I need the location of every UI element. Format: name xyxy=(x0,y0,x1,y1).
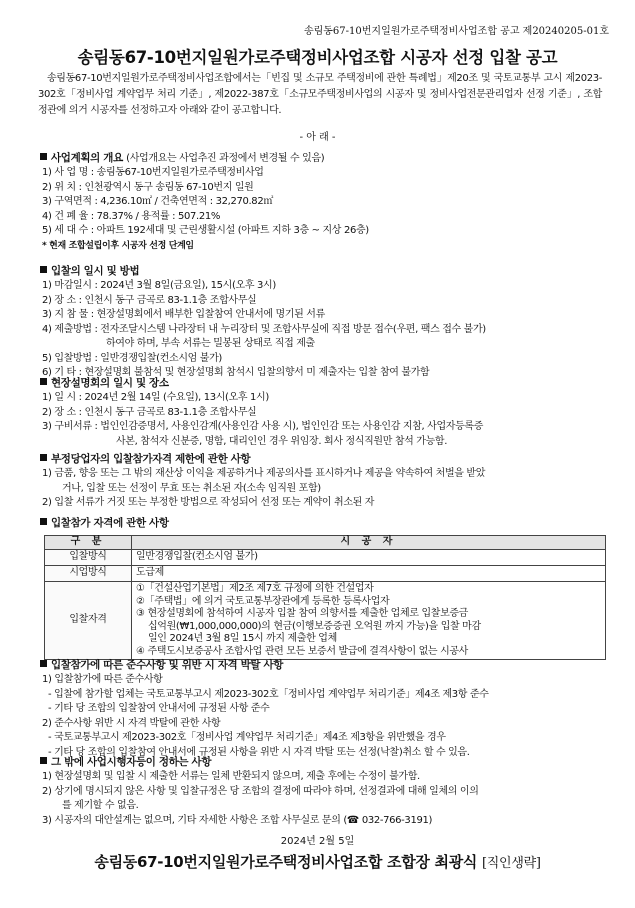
square-bullet-icon xyxy=(40,757,47,764)
heading-text: 사업계획의 개요 xyxy=(51,152,123,164)
section-heading xyxy=(40,264,606,279)
square-bullet-icon xyxy=(40,518,47,525)
list-item-continued: 거나, 입찰 또는 선정이 무효 또는 취소된 자(소속 임직원 포함) xyxy=(62,482,321,494)
section-eligibility xyxy=(40,516,606,531)
list-item: 2) 위 치 : 인천광역시 동구 송림동 67-10번지 일원 xyxy=(42,181,254,193)
list-item: 3) 시공자의 대안설계는 없으며, 기타 자세한 사항은 조합 사무실로 문의 (☎ 032-766-3191) xyxy=(42,814,433,826)
row-value-list xyxy=(132,582,606,660)
intro-text: 송림동67-10번지일원가로주택정비사업조합에서는「빈집 및 소규모 주택정비에 관한 특례법」제20조 및 국토교통부 고시 제2023-302호「정비사업 계약업무 처리 기준」, 제2022-387호「소규모주택정비사업의 시공자 및 정비사업전문관리업자 선정 기준」, 조합정관에 의거 시공자를 선정하고자 아래와 같이 공고합니다. xyxy=(38,73,602,116)
heading-text: 그 밖에 사업시행자등이 정하는 사항 xyxy=(51,756,212,768)
list-item: ③ 현장설명회에 참석하여 시공자 입찰 참여 의향서를 제출한 업체로 입찰보증금 xyxy=(136,608,468,619)
heading-note: (사업개요는 사업추진 과정에서 변경될 수 있음) xyxy=(126,153,325,164)
list-subitem: - 기타 당 조합의 입찰참여 안내서에 규정된 사항 준수 xyxy=(48,703,270,714)
section-project-overview xyxy=(40,151,606,253)
list-item: ②「주택법」에 의거 국토교통부장관에게 등록한 등록사업자 xyxy=(136,595,390,607)
section-heading xyxy=(40,658,606,673)
section-heading xyxy=(40,516,606,531)
row-label: 입찰방식 xyxy=(45,550,132,566)
table-row xyxy=(45,566,606,582)
list-item: 6) 기 타 : 현장설명회 불참석 및 현장설명회 참석시 입찰의향서 미 제출자는 입찰 참여 불가함 xyxy=(42,367,430,378)
list-item: 1) 현장설명회 및 입찰 시 제출한 서류는 일체 반환되지 않으며, 제출 후에는 수정이 불가함. xyxy=(42,771,420,782)
list-item: 2) 장 소 : 인천시 동구 금곡로 83-1.1층 조합사무실 xyxy=(42,406,257,418)
section-disqualification xyxy=(40,452,606,511)
square-bullet-icon xyxy=(40,454,47,461)
list-item: 1) 입찰참가에 따른 준수사항 xyxy=(42,674,163,685)
notice-date: 2024년 2월 5일 xyxy=(280,836,355,847)
section-site-briefing xyxy=(40,376,606,449)
section-bid-schedule xyxy=(40,264,606,381)
seal-omitted-note: [직인생략] xyxy=(482,856,541,871)
list-item: 3) 지 참 물 : 현장설명회에서 배부한 입찰참여 안내서에 명기된 서류 xyxy=(42,309,325,320)
list-item: 1) 금품, 향응 또는 그 밖의 재산상 이익을 제공하거나 제공의사를 표시하거나 제공을 약속하여 처벌을 받았 xyxy=(42,468,486,479)
below-marker: - 아 래 - xyxy=(299,132,336,143)
list-item-continued: 일인 2024년 3월 8일 15시 까지 제출한 업체 xyxy=(148,633,337,644)
list-item-continued: 십억원(₩1,000,000,000)의 현금(이행보증증권 오억원 까지 가능)을 입찰 마감 xyxy=(148,620,481,632)
list-item: ①「건설산업기본법」제2조 제7호 규정에 의한 건설업자 xyxy=(136,583,374,594)
list-item: 2) 장 소 : 인천시 동구 금곡로 83-1.1층 조합사무실 xyxy=(42,294,257,306)
row-value: 도급제 xyxy=(132,566,606,582)
list-item: 1) 일 시 : 2024년 2월 14일 (수요일), 13시(오후 1시) xyxy=(42,392,269,403)
list-item-continued: 사본, 참석자 신분증, 명함, 대리인인 경우 위임장. 회사 정식직원만 참석 가능함. xyxy=(116,435,448,447)
heading-text: 부정당업자의 입찰참가자격 제한에 관한 사항 xyxy=(51,453,251,465)
table-header-row xyxy=(45,536,606,550)
status-note: * 현재 조합설립이후 시공자 선정 단계임 xyxy=(42,240,194,251)
row-label: 입찰자격 xyxy=(45,582,132,660)
heading-text: 입찰참가에 따른 준수사항 및 위반 시 자격 박탈 사항 xyxy=(51,659,284,671)
table-row xyxy=(45,550,606,566)
list-item-continued: 를 제기할 수 없음. xyxy=(62,800,139,811)
list-item: 5) 입찰방법 : 일반경쟁입찰(컨소시엄 불가) xyxy=(42,352,222,364)
list-item: 1) 마감일시 : 2024년 3월 8일(금요일), 15시(오후 3시) xyxy=(42,280,276,291)
square-bullet-icon xyxy=(40,266,47,273)
eligibility-table xyxy=(44,535,606,660)
table-row xyxy=(45,582,606,660)
list-item: 2) 입찰 서류가 거짓 또는 부정한 방법으로 작성되어 선정 또는 계약이 취소된 자 xyxy=(42,497,375,508)
list-item: 5) 세 대 수 : 아파트 192세대 및 근린생활시설 (아파트 지하 3층 ~ 지상 26층) xyxy=(42,225,369,236)
row-label: 시업방식 xyxy=(45,566,132,582)
list-item: 3) 구역면적 : 4,236.10㎡ / 건축연면적 : 32,270.82㎡ xyxy=(42,196,273,207)
signature-line xyxy=(0,851,635,872)
section-heading xyxy=(40,376,606,391)
list-item: 1) 사 업 명 : 송림동67-10번지일원가로주택정비사업 xyxy=(42,167,264,178)
list-subitem: - 국토교통부고시 제2023-302호「정비사업 계약업무 처리기준」제4조 제3항을 위반했을 경우 xyxy=(48,732,446,743)
list-item: ④ 주택도시보증공사 조합사업 관련 모든 보증서 발급에 결격사항이 없는 시공사 xyxy=(136,645,468,657)
heading-text: 입찰참가 자격에 관한 사항 xyxy=(51,517,169,529)
list-item: 3) 구비서류 : 법인인감증명서, 사용인감계(사용인감 사용 시), 법인인감 또는 사용인감 지참, 사업자등록증 xyxy=(42,421,483,432)
section-compliance xyxy=(40,658,606,760)
row-value: 일반경쟁입찰(컨소시엄 불가) xyxy=(132,550,606,566)
heading-text: 입찰의 일시 및 방법 xyxy=(51,265,140,277)
notice-title: 송림동67-10번지일원가로주택정비사업조합 시공자 선정 입찰 공고 xyxy=(77,48,558,67)
list-subitem: - 입찰에 참가할 업체는 국토교통부고시 제2023-302호「정비사업 계약업무 처리기준」제4조 제3항 준수 xyxy=(48,688,489,700)
signatory: 송림동67-10번지일원가로주택정비사업조합 조합장 최광식 xyxy=(94,853,478,871)
square-bullet-icon xyxy=(40,378,47,385)
column-header: 구 분 xyxy=(45,536,132,550)
intro-paragraph xyxy=(38,71,602,119)
section-heading xyxy=(40,755,606,770)
list-item: 4) 제출방법 : 전자조달시스템 나라장터 내 누리장터 및 조합사무실에 직접 방문 접수(우편, 팩스 접수 불가) xyxy=(42,323,486,335)
square-bullet-icon xyxy=(40,153,47,160)
square-bullet-icon xyxy=(40,660,47,667)
heading-text: 현장설명회의 일시 및 장소 xyxy=(51,377,169,389)
list-item: 2) 준수사항 위반 시 자격 박탈에 관한 사항 xyxy=(42,717,221,729)
section-other-matters xyxy=(40,755,606,828)
section-heading xyxy=(40,151,606,166)
list-subitem: - 기타 당 조합의 입찰참여 안내서에 규정된 사항을 위반 시 자격 박탈 또는 선정(낙찰)취소 할 수 있음. xyxy=(48,746,470,758)
notice-reference-number: 송림동67-10번지일원가로주택정비사업조합 공고 제20240205-01호 xyxy=(303,26,609,37)
section-heading xyxy=(40,452,606,467)
list-item-continued: 하여야 하며, 부속 서류는 밀봉된 상태로 직접 제출 xyxy=(106,338,315,349)
column-header: 시 공 자 xyxy=(132,536,606,550)
list-item: 2) 상기에 명시되지 않은 사항 및 입찰규정은 당 조합의 결정에 따라야 하며, 선정결과에 대해 일체의 이의 xyxy=(42,785,479,797)
list-item: 4) 건 폐 율 : 78.37% / 용적률 : 507.21% xyxy=(42,210,221,222)
